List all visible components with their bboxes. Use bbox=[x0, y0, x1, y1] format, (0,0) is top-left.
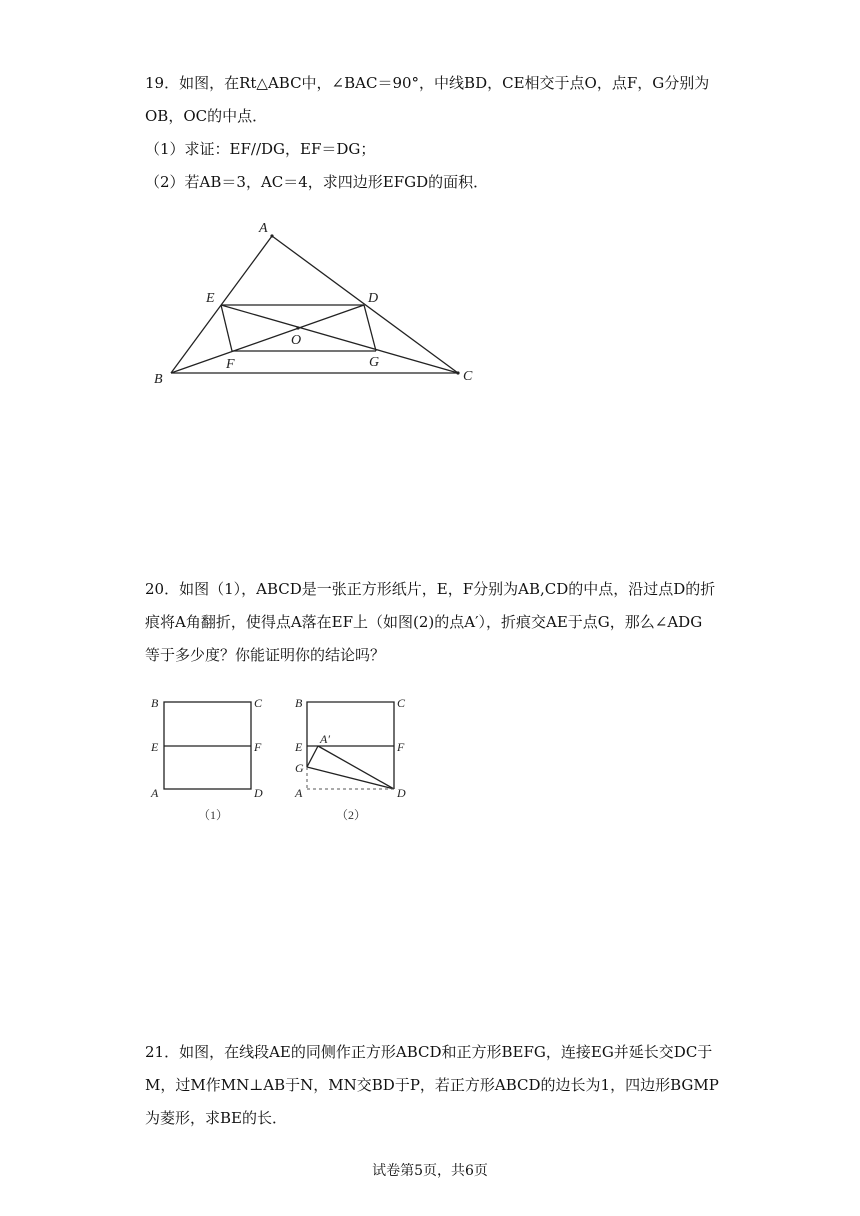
q19-label-A: A bbox=[259, 221, 268, 236]
fig2-label-G: G bbox=[295, 761, 304, 775]
q20-square-figures bbox=[0, 680, 860, 840]
fig1-label-C: C bbox=[254, 696, 263, 710]
fig2-label-A-prime: A′ bbox=[320, 732, 330, 746]
fig1-caption: （1） bbox=[198, 808, 229, 822]
q19-part1: （1）求证：EF//DG，EF＝DG； bbox=[145, 140, 376, 158]
q20-line3: 等于多少度？你能证明你的结论吗？ bbox=[145, 646, 386, 664]
fig1-label-A: A bbox=[151, 786, 159, 800]
fig2-label-C: C bbox=[397, 696, 406, 710]
q19-label-E: E bbox=[206, 291, 215, 306]
fig1-label-D: D bbox=[254, 786, 263, 800]
page-footer: 试卷第5页，共6页 bbox=[372, 1163, 488, 1179]
q19-triangle-figure bbox=[0, 0, 860, 400]
q21-line3: 为菱形，求BE的长． bbox=[145, 1109, 287, 1127]
q19-label-C: C bbox=[463, 369, 473, 384]
fig2-caption: （2） bbox=[336, 808, 367, 822]
q20-line2: 痕将A角翻折，使得点A落在EF上（如图(2)的点A′），折痕交AE于点G，那么∠ADG bbox=[145, 613, 703, 631]
fig1-label-E: E bbox=[151, 740, 159, 754]
fig2-label-F: F bbox=[397, 740, 405, 754]
fig2-label-B: B bbox=[295, 696, 303, 710]
q19-label-G: G bbox=[369, 355, 380, 370]
q19-line1: 19．如图，在Rt△ABC中，∠BAC＝90°，中线BD，CE相交于点O，点F，G分别为 bbox=[145, 74, 710, 92]
q21-line1: 21．如图，在线段AE的同侧作正方形ABCD和正方形BEFG，连接EG并延长交DC于 bbox=[145, 1043, 713, 1061]
fig2-label-E: E bbox=[295, 740, 303, 754]
fig2-label-A: A bbox=[295, 786, 303, 800]
q19-line2: OB，OC的中点． bbox=[145, 107, 268, 125]
q19-label-D: D bbox=[368, 291, 379, 306]
fig1-label-F: F bbox=[254, 740, 262, 754]
q21-line2: M，过M作MN⊥AB于N，MN交BD于P，若正方形ABCD的边长为1，四边形BGMP bbox=[145, 1076, 719, 1094]
q19-label-F: F bbox=[226, 357, 235, 372]
fig1-label-B: B bbox=[151, 696, 159, 710]
q19-part2: （2）若AB＝3，AC＝4，求四边形EFGD的面积． bbox=[145, 173, 489, 191]
q19-label-B: B bbox=[154, 372, 163, 387]
fig2-label-D: D bbox=[397, 786, 406, 800]
q20-line1: 20．如图（1），ABCD是一张正方形纸片，E，F分别为AB,CD的中点，沿过点D的折 bbox=[145, 580, 716, 598]
q19-label-O: O bbox=[291, 333, 302, 348]
